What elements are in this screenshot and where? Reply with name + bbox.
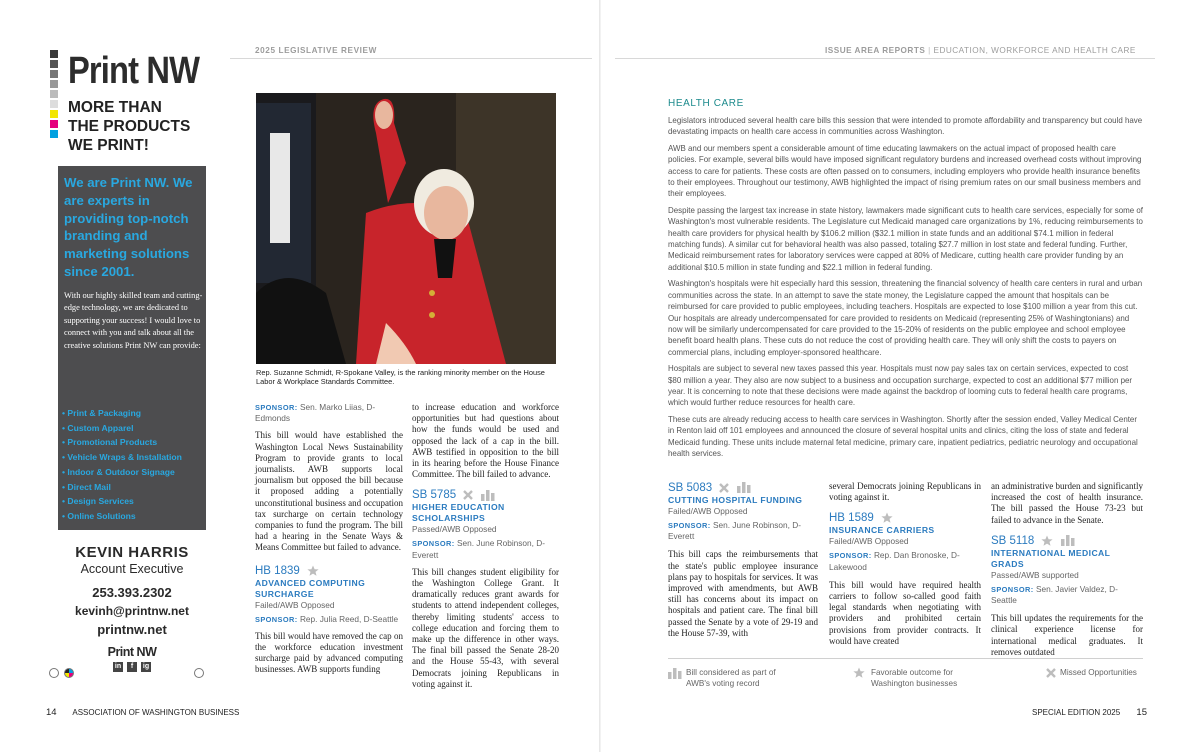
left-column-1 — [255, 402, 403, 676]
bill-description: an administrative burden and significantly increased the cost of health insurance. The bill passed the House 73-23 but failed to advance in the Senate. — [991, 481, 1143, 525]
contact-phone[interactable]: 253.393.2302 — [92, 585, 172, 600]
ad-tagline — [68, 98, 208, 155]
page-number: 14 — [46, 707, 57, 718]
contact-website[interactable]: printnw.net — [97, 622, 167, 637]
left-footer — [46, 707, 239, 718]
service-item: • Online Solutions — [62, 510, 136, 521]
star-icon — [1041, 535, 1053, 547]
right-footer — [1032, 707, 1147, 718]
article-paragraph: Washington's hospitals were hit especially hard this session, threatening the financial solvency of health care centers in rural and urban communities across the state. In an attempt to save the state money, the Legislature capped the amount that hospitals can be reimbursed for care provided to public employees, including teachers. Hospitals are expected to lose $100 million a year from this cut. Our hospitals are already undercompensated for care provided to residents on Medicaid (representing 25% of Washingtonians) and now will be similarly undercompensated for care provided to the 15-20% of residents on the public employee and school employee benefit board health plans. These cuts do not reduce the cost of providing health care. They will only shift the costs to payers on commercial plans, including employer-sponsored healthcare. — [668, 279, 1143, 357]
bill-title: INSURANCE CARRIERS — [829, 525, 935, 536]
bill-description: several Democrats joining Republicans in voting against it. — [829, 481, 981, 503]
bill-status: Passed/AWB supported — [991, 569, 1079, 580]
registration-mark-icon — [49, 668, 59, 678]
bill-number: SB 5785 — [412, 488, 559, 502]
linkedin-icon[interactable]: in — [114, 663, 122, 670]
facebook-icon[interactable]: f — [127, 662, 137, 672]
bill-title: HIGHER EDUCATION SCHOLARSHIPS — [412, 502, 505, 524]
bill-description: This bill would have removed the cap on the workforce education investment surcharge paid by advanced computing businesses. AWB supports funding — [255, 630, 403, 675]
ad-small-logo: Print NW — [107, 645, 157, 659]
bar-chart-icon — [668, 668, 682, 679]
bill-number: HB 1839 — [255, 564, 403, 578]
bar-chart-icon — [737, 482, 751, 493]
sponsor-line: SPONSOR: Rep. Dan Bronoske, D-Lakewood — [829, 550, 960, 572]
bill-status: Failed/AWB Opposed — [829, 536, 909, 547]
bar-chart-icon — [1061, 535, 1075, 546]
social-links — [58, 662, 206, 672]
bill-number: SB 5083 — [668, 481, 818, 495]
ad-headline: We are Print NW. We are experts in providing top-notch branding and marketing solutions since 2001. — [64, 175, 193, 279]
legend-favorable — [853, 667, 978, 689]
services-list — [62, 406, 182, 524]
header-topic: EDUCATION, WORKFORCE AND HEALTH CARE — [933, 46, 1136, 55]
legend-missed — [1046, 667, 1146, 678]
bill-description: to increase education and workforce opportunities but had questions about how the funds would be used and opposed the lack of a cap in the bill. AWB testified in opposition to the bill in its hearing before the House Finance Committee. The bill failed to advance. — [412, 402, 559, 480]
sponsor-line: SPONSOR: Sen. June Robinson, D-Everett — [412, 538, 546, 560]
ad-contact — [58, 544, 206, 672]
print-nw-ad — [48, 48, 208, 678]
service-item: • Print & Packaging — [62, 408, 141, 418]
color-bars — [50, 50, 58, 140]
ad-info-box — [58, 166, 206, 530]
bill-status: Failed/AWB Opposed — [668, 506, 748, 516]
x-icon — [719, 483, 729, 493]
ad-body: With our highly skilled team and cutting-edge technology, we are dedicated to supporting your success! I would love to connect with you and talk about all the creative solutions Print NW can provide: — [64, 291, 203, 350]
article-paragraph: Legislators introduced several health care bills this session that were intended to promote affordability and transparency but could have devastating impacts on health care access in communities across Washington. — [668, 116, 1143, 137]
edition-name: SPECIAL EDITION 2025 — [1032, 708, 1121, 717]
tagline-line: WE PRINT! — [68, 137, 149, 154]
service-item: • Indoor & Outdoor Signage — [62, 466, 175, 477]
service-item: • Promotional Products — [62, 437, 158, 448]
bill-description: This bill updates the requirements for the clinical experience license for international medical graduates. It removes outdated — [991, 613, 1143, 657]
bill-title: CUTTING HOSPITAL FUNDING — [668, 495, 803, 505]
page-gutter — [599, 0, 601, 752]
bill-description: This bill caps the reimbursements that the state's public employee insurance plans pay to hospitals for services. It was improved with amendments, but AWB still has concerns about its impact on hospitals and patient care. The final bill passed the Senate by a vote of 29-19 and the House 57-39, with — [668, 549, 818, 638]
legislator-photo — [256, 93, 556, 364]
legend-voting — [668, 667, 788, 689]
header-section: ISSUE AREA REPORTS — [825, 46, 926, 55]
right-column-2 — [829, 481, 981, 647]
bill-description: This bill would have established the Washington Local News Sustainability Program to provide grants to local journalists. AWB supports local journalism but opposed the bill because it proposed adding a potentially unconstitutional business and occupation tax surcharge on certain technology companies to fund the program. The bill had a hearing in the Senate Ways & Means Committee but failed to advance. — [255, 430, 403, 553]
instagram-icon[interactable]: ig — [142, 663, 150, 670]
health-care-article — [668, 115, 1143, 464]
photo-illustration — [256, 93, 556, 364]
x-icon — [1046, 668, 1056, 678]
bill-description: This bill would have required health carriers to follow so-called good faith legal standards when negotiating with providers and prohibited certain provisions from provider contracts. It would have created — [829, 579, 981, 646]
tagline-line: MORE THAN — [68, 99, 162, 116]
header-rule — [615, 58, 1155, 59]
publication-name: ASSOCIATION OF WASHINGTON BUSINESS — [72, 708, 240, 717]
left-running-header: 2025 LEGISLATIVE REVIEW — [255, 46, 377, 55]
star-icon — [853, 667, 865, 679]
service-item: • Direct Mail — [62, 481, 111, 492]
ad-brand: Print NW — [68, 50, 200, 92]
article-paragraph: AWB and our members spent a considerable amount of time educating lawmakers on the actual impact of proposed health care policies. For example, several bills would have imposed significant regulatory burdens and increased overhead costs without improving access to care for patients. These costs are often passed on to consumers, including employers who provide health insurance benefits to their employees. Throughout our testimony, AWB highlighted the impact of rising premium rates on our small business members and their employees. — [668, 143, 1142, 199]
bill-description: This bill changes student eligibility for the Washington College Grant. It dramatically reduces grant awards for students to attend independent colleges, thereby limiting students' access to college education and forcing them to make up the difference in other ways. The final bill passed the Senate 28-20 and the House 55-43, with several Democrats joining Republicans in voting against it. — [412, 566, 559, 689]
legend-label: Missed Opportunities — [1060, 668, 1137, 677]
header-rule — [230, 58, 592, 59]
bill-number: HB 1589 — [829, 511, 981, 525]
bill-title: INTERNATIONAL MEDICAL GRADS — [991, 547, 1111, 569]
service-item: • Vehicle Wraps & Installation — [62, 452, 182, 463]
contact-name: KEVIN HARRIS — [75, 544, 189, 561]
right-column-3 — [991, 481, 1143, 658]
x-icon — [463, 490, 473, 500]
bar-chart-icon — [481, 490, 495, 501]
section-title: HEALTH CARE — [668, 98, 744, 109]
sponsor-line: SPONSOR: Sen. June Robinson, D-Everett — [668, 520, 802, 542]
star-icon — [307, 565, 319, 577]
bill-status: Failed/AWB Opposed — [255, 599, 335, 610]
bill-title: ADVANCED COMPUTING SURCHARGE — [255, 577, 366, 599]
page-number: 15 — [1136, 707, 1147, 718]
color-target-icon — [64, 668, 74, 678]
legend-rule — [668, 658, 1143, 659]
legend-label: Favorable outcome for Washington businesses — [871, 668, 958, 688]
legend-label: Bill considered as part of AWB's voting record — [686, 668, 776, 688]
right-running-header: ISSUE AREA REPORTS | EDUCATION, WORKFORCE AND HEALTH CARE — [825, 46, 1136, 55]
bill-status: Passed/AWB Opposed — [412, 524, 497, 535]
sponsor-line: SPONSOR: Sen. Marko Liias, D-Edmonds — [255, 402, 376, 424]
contact-email[interactable]: kevinh@printnw.net — [75, 604, 189, 618]
article-paragraph: Despite passing the largest tax increase in state history, lawmakers made significant cuts to health care services, especially for some of Washington's most vulnerable residents. The Legislature cut Medicaid managed care organizations by 1%, reducing reimbursements to health care providers for physical health by $106.2 million ($32.1 million in state funds and an additional $74.1 million in federal matching funds). A similar cut for behavioral health was also passed, totaling $27.7 million in lost state and federal funding. Further, Medicaid reimbursement rates for laboratory services were capped at 80% of Medicare, cutting health care provider funding by an additional $10.5 million in state funding and $22.1 million in federal funding. — [668, 205, 1143, 272]
left-column-2 — [412, 402, 559, 690]
contact-title: Account Executive — [80, 562, 184, 576]
article-paragraph: These cuts are already reducing access to health care services in Washington. Shortly after the session ended, Valley Medical Center in Renton laid off 101 employees and announced the closure of several hospital units and clinics, citing the loss of state and federal Medicaid funding. These units include maternal fetal medicine, primary care, inpatient pediatrics, pediatric neurology and occupational health services. — [668, 414, 1138, 458]
bill-number: SB 5118 — [991, 534, 1143, 548]
tagline-line: THE PRODUCTS — [68, 118, 191, 135]
star-icon — [881, 512, 893, 524]
article-paragraph: Hospitals are subject to several new taxes passed this year. Hospitals must now pay sales tax on certain services, expected to cost $80 million a year. They also are now subject to a business and occupation surcharge, expected to cost an additional $77 million per year. It is concerning to note that these decisions were made against the backdrop of looming cuts to federal health care programs, which would further reduce resources for health care. — [668, 364, 1133, 408]
registration-mark-icon — [194, 668, 204, 678]
photo-caption: Rep. Suzanne Schmidt, R-Spokane Valley, is the ranking minority member on the House Labor & Workplace Standards Committee. — [256, 368, 545, 387]
service-item: • Design Services — [62, 496, 134, 507]
right-column-1 — [668, 481, 818, 639]
sponsor-line: SPONSOR: Sen. Javier Valdez, D-Seattle — [991, 583, 1118, 606]
sponsor-line: SPONSOR: Rep. Julia Reed, D-Seattle — [255, 613, 399, 624]
service-item: • Custom Apparel — [62, 422, 134, 433]
